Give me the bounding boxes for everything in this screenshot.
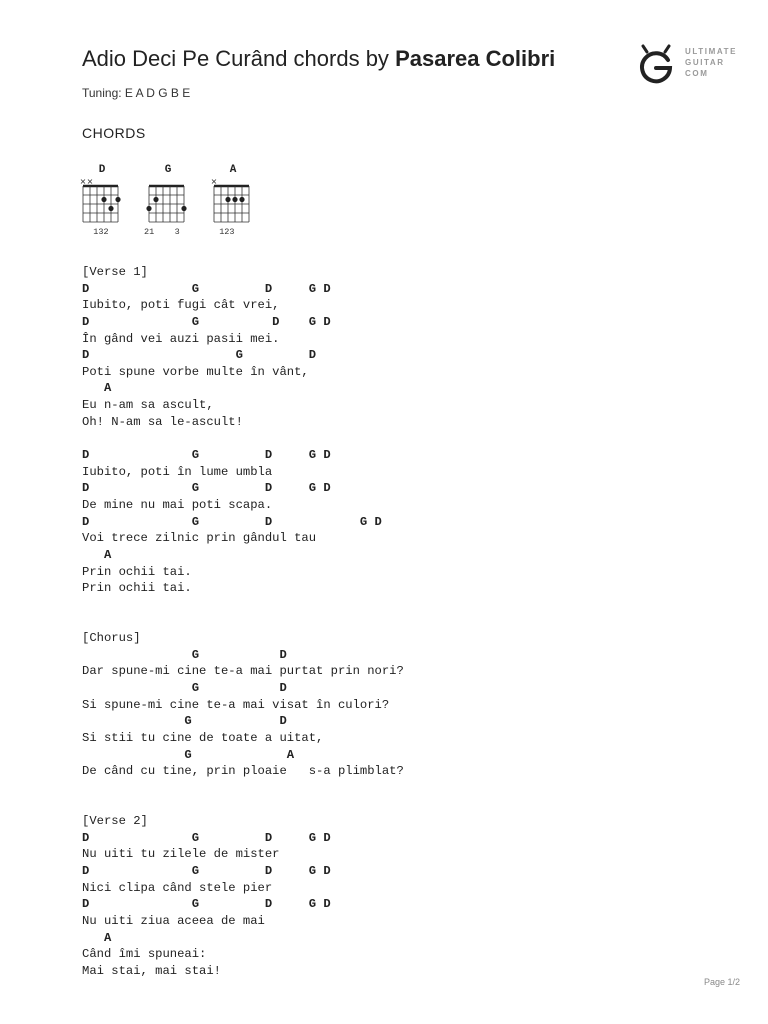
chord-line[interactable]: D G D G D: [82, 897, 331, 912]
tuning-info: Tuning: E A D G B E: [82, 86, 191, 100]
finger-dot: [146, 206, 151, 211]
finger-dot: [153, 197, 158, 202]
chord-diagram-g[interactable]: [144, 160, 192, 240]
finger-dot: [115, 197, 120, 202]
muted-string-mark: ×: [86, 177, 94, 186]
chord-diagram-name: G: [164, 164, 172, 176]
logo-text-line-3: COM: [685, 69, 709, 78]
chord-line[interactable]: A: [82, 381, 112, 396]
lyric-line: De mine nu mai poti scapa.: [82, 497, 273, 512]
chord-diagram-d[interactable]: [78, 160, 126, 240]
lyric-line: De când cu tine, prin ploaie s-a plimblat?: [82, 764, 404, 779]
muted-string-mark: ×: [79, 177, 87, 186]
lyric-line: Nu uiti tu zilele de mister: [82, 847, 280, 862]
fingering-numbers: 21 3: [144, 227, 180, 237]
song-title: [82, 46, 555, 72]
finger-dot: [232, 197, 237, 202]
lyric-line: Eu n-am sa ascult,: [82, 398, 214, 413]
chord-line[interactable]: G D: [82, 681, 287, 696]
lyric-line: [82, 613, 404, 630]
lyric-line: Voi trece zilnic prin gândul tau: [82, 531, 317, 546]
chord-line[interactable]: A: [82, 547, 112, 562]
finger-dot: [108, 206, 113, 211]
section-label: [Chorus]: [82, 631, 141, 646]
finger-dot: [181, 206, 186, 211]
chord-line[interactable]: D G D G D: [82, 864, 331, 879]
lyric-line: [82, 797, 404, 814]
chord-line[interactable]: D G D G D: [82, 830, 331, 845]
lyric-line: Si stii tu cine de toate a uitat,: [82, 730, 324, 745]
fretboard-grid: [144, 176, 192, 228]
chord-line[interactable]: G D: [82, 714, 287, 729]
chord-line[interactable]: D G D: [82, 348, 317, 363]
title-prefix: Adio Deci Pe Curând chords by: [82, 46, 389, 71]
artist-name[interactable]: Pasarea Colibri: [395, 46, 556, 71]
ultimate-guitar-logo-icon[interactable]: [634, 42, 678, 86]
chord-line[interactable]: D G D G D: [82, 448, 331, 463]
fingering-numbers: 123: [209, 227, 235, 237]
lyric-line: Oh! N-am sa le-ascult!: [82, 414, 243, 429]
lyric-line: [82, 780, 404, 797]
lyric-line: Poti spune vorbe multe în vânt,: [82, 364, 309, 379]
chords-section-title: CHORDS: [82, 125, 146, 141]
fingering-numbers: 132: [78, 227, 109, 237]
chord-line[interactable]: D G D G D: [82, 481, 331, 496]
chord-line[interactable]: D G D G D: [82, 314, 331, 329]
lyric-line: Dar spune-mi cine te-a mai purtat prin nori?: [82, 664, 404, 679]
finger-dot: [225, 197, 230, 202]
page-number: Page 1/2: [703, 977, 740, 987]
lyric-line: Când îmi spuneai:: [82, 947, 207, 962]
lyric-line: În gând vei auzi pasii mei.: [82, 331, 280, 346]
chord-line[interactable]: D G D G D: [82, 281, 331, 296]
lyric-line: Nu uiti ziua aceea de mai: [82, 913, 265, 928]
logo-text-line-2: GUITAR: [685, 58, 725, 67]
lyric-line: Iubito, poti în lume umbla: [82, 464, 273, 479]
lyric-line: Nici clipa când stele pier: [82, 880, 273, 895]
lyric-line: [82, 430, 404, 447]
muted-string-mark: ×: [210, 177, 218, 186]
logo-wordmark: [685, 46, 737, 79]
section-label: [Verse 1]: [82, 265, 148, 279]
logo-text-line-1: ULTIMATE: [685, 47, 738, 56]
chord-diagram-name: A: [229, 164, 237, 176]
chord-line[interactable]: D G D G D: [82, 514, 382, 529]
finger-dot: [239, 197, 244, 202]
section-label: [Verse 2]: [82, 814, 148, 829]
lyric-line: Iubito, poti fugi cât vrei,: [82, 298, 280, 313]
chord-line[interactable]: A: [82, 930, 112, 945]
chord-diagram-a[interactable]: [209, 160, 257, 240]
finger-dot: [101, 197, 106, 202]
chord-line[interactable]: G A: [82, 747, 295, 762]
lyric-line: Prin ochii tai.: [82, 581, 192, 596]
chord-sheet: [82, 264, 404, 980]
chord-diagram-name: D: [98, 164, 106, 176]
lyric-line: Mai stai, mai stai!: [82, 963, 221, 978]
fretboard-grid: [209, 176, 257, 228]
fretboard-grid: [78, 176, 126, 228]
lyric-line: Si spune-mi cine te-a mai visat în culori?: [82, 697, 390, 712]
lyric-line: [82, 597, 404, 614]
chord-line[interactable]: G D: [82, 647, 287, 662]
lyric-line: Prin ochii tai.: [82, 564, 192, 579]
